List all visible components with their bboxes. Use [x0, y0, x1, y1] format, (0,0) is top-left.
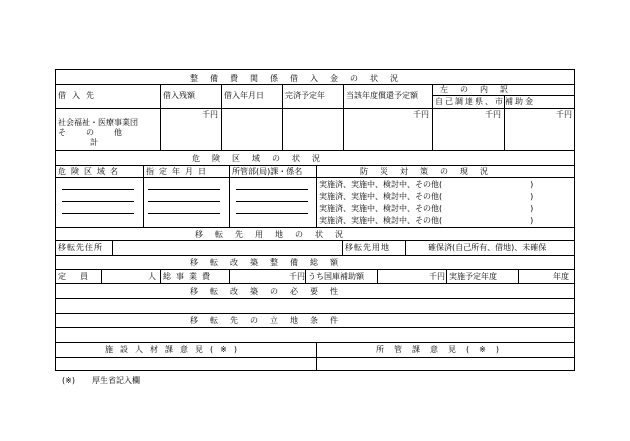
rule [305, 269, 306, 283]
rule [343, 84, 344, 150]
blank-line [62, 201, 134, 202]
rule [55, 255, 575, 256]
footnote-text: 厚生省記入欄 [92, 376, 140, 385]
facility-opinion-label: 施設人材課意見(※) [105, 345, 244, 354]
rule [143, 165, 144, 227]
section-title-loan: 整備費関係借入金の状況 [190, 74, 410, 83]
rule [112, 240, 113, 255]
blank-line [62, 189, 134, 190]
col-designated: 指定年月日 [146, 167, 211, 176]
rule [55, 283, 575, 284]
rule [55, 177, 575, 178]
col-repay: 当該年度償還予定額 [346, 91, 418, 100]
subsidy-label: うち国庫補助額 [308, 272, 364, 281]
status-line-2: 実施済、実施中、検討中、その他( ) [319, 192, 534, 201]
blank-line [62, 213, 134, 214]
rule [446, 269, 447, 283]
status-line-4: 実施済、実施中、検討中、その他( ) [319, 216, 534, 225]
unit-repay: 千円 [413, 110, 429, 119]
rule [432, 84, 433, 150]
col-balance: 借入残額 [163, 91, 195, 100]
col-date: 借入年月日 [224, 91, 264, 100]
rule [282, 84, 283, 150]
total-unit: 千円 [289, 272, 305, 281]
lender-row-1: 社会福祉・医療事業団 [58, 118, 138, 127]
rule [55, 342, 575, 343]
rule [316, 342, 317, 371]
rule [55, 327, 575, 328]
col-measures: 防災対策の現況 [360, 167, 500, 176]
address-label: 移転先住所 [58, 243, 103, 252]
land-value: 確保済(自己所有、借地)、未確保 [428, 243, 547, 252]
capacity-label: 定員 [58, 272, 102, 281]
capacity-unit: 人 [148, 272, 156, 281]
rule [221, 84, 222, 150]
status-line-1: 実施済、実施中、検討中、その他( ) [319, 180, 534, 189]
section-title-site: 移転先用地の状況 [195, 230, 355, 239]
col-due: 完済予定年 [285, 91, 325, 100]
section-title-need: 移転改築の必要性 [190, 287, 350, 296]
rule [342, 240, 343, 255]
section-title-plan: 移転改築整備総額 [190, 258, 350, 267]
section-title-risk: 危険区域の状況 [192, 154, 332, 163]
lender-row-total: 計 [90, 138, 98, 147]
rule [229, 165, 230, 227]
rule [229, 269, 230, 283]
blank-line [236, 213, 308, 214]
rule [518, 269, 519, 283]
section-title-condition: 移転先の立地条件 [190, 316, 350, 325]
rule [55, 150, 575, 151]
blank-line [236, 201, 308, 202]
footnote-mark: (※) [62, 376, 75, 385]
unit-balance: 千円 [202, 110, 218, 119]
rule [55, 298, 575, 299]
blank-line [236, 189, 308, 190]
rule [55, 227, 575, 228]
subsidy-unit: 千円 [429, 272, 445, 281]
rule [160, 269, 161, 283]
unit-subsidy: 千円 [556, 110, 572, 119]
col-subsidy: 自己調達県、市補助金 [435, 97, 535, 106]
rule [55, 165, 575, 166]
col-dept: 所管部(局)課・係名 [232, 167, 303, 176]
col-lender: 借入先 [58, 91, 100, 100]
rule [55, 269, 575, 270]
jurisdiction-opinion-label: 所管課意見(※) [376, 345, 509, 354]
status-line-3: 実施済、実施中、検討中、その他( ) [319, 204, 534, 213]
col-breakdown: 左の内訳 [440, 85, 520, 94]
rule [55, 240, 575, 241]
rule [377, 269, 378, 283]
rule [55, 313, 575, 314]
rule [316, 165, 317, 227]
rule [55, 108, 575, 109]
lender-row-2: その他 [58, 128, 142, 137]
rule [405, 240, 406, 255]
year-unit: 年度 [553, 272, 569, 281]
unit-self: 千円 [485, 110, 501, 119]
rule [55, 357, 575, 358]
blank-line [148, 213, 220, 214]
blank-line [148, 201, 220, 202]
year-label: 実施予定年度 [449, 272, 497, 281]
land-label: 移転先用地 [345, 243, 390, 252]
blank-line [148, 189, 220, 190]
col-area: 危険区域名 [58, 167, 123, 176]
rule [160, 84, 161, 150]
total-label: 総事業費 [163, 272, 215, 281]
